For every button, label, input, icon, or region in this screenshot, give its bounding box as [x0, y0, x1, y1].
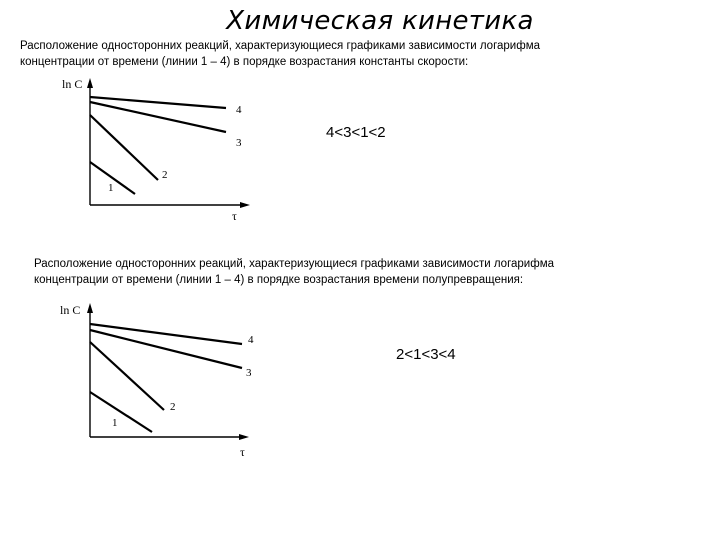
graph-2-line-4: [90, 324, 242, 344]
graph-2-label-1: 1: [112, 417, 118, 429]
graph-2-line-1: [90, 392, 152, 432]
graph-1-label-4: 4: [236, 104, 242, 116]
answer-1: 4<3<1<2: [326, 124, 386, 141]
graph-2-x-axis-arrow: [239, 434, 249, 440]
graph-2-y-label: ln C: [60, 303, 81, 317]
graph-1-y-axis-arrow: [87, 78, 93, 88]
graph-1-x-label: τ: [232, 209, 237, 223]
graph-2: [60, 303, 254, 459]
graph-2-label-4: 4: [248, 334, 254, 346]
graph-1-x-axis-arrow: [240, 202, 250, 208]
graph-1-label-3: 3: [236, 137, 242, 149]
question-2-line-1: Расположение односторонних реакций, характеризующиеся графиками зависимости логарифма: [34, 258, 554, 270]
graph-1-label-2: 2: [162, 169, 168, 181]
graph-1: [62, 77, 250, 223]
question-1-line-2: концентрации от времени (линии 1 – 4) в порядке возрастания константы скорости:: [20, 56, 469, 68]
graph-2-y-axis-arrow: [87, 303, 93, 313]
graph-1-label-1: 1: [108, 182, 114, 194]
graph-1-y-label: ln C: [62, 77, 83, 91]
graph-2-label-2: 2: [170, 401, 176, 413]
question-1-line-1: Расположение односторонних реакций, характеризующиеся графиками зависимости логарифма: [20, 40, 540, 52]
graph-2-x-label: τ: [240, 445, 245, 459]
question-2-line-2: концентрации от времени (линии 1 – 4) в порядке возрастания времени полупревращения:: [34, 274, 524, 286]
page-title: Химическая кинетика: [226, 6, 534, 36]
graph-2-label-3: 3: [246, 367, 252, 379]
answer-2: 2<1<3<4: [396, 346, 456, 363]
